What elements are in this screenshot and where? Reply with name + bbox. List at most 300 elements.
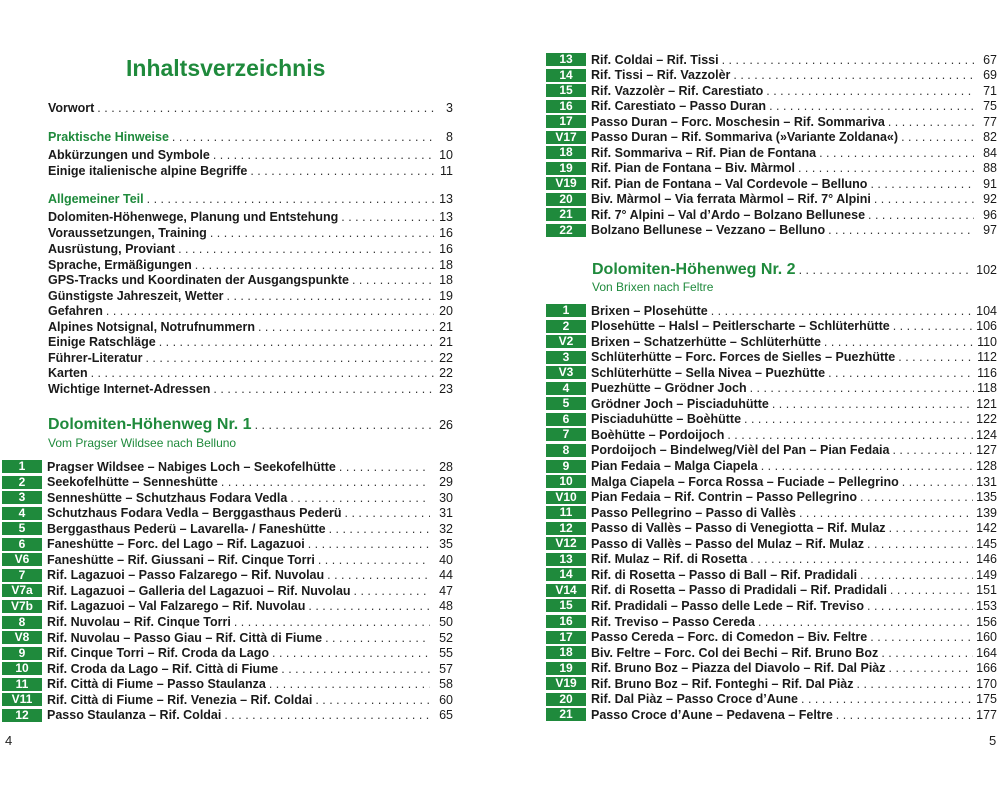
leader-dots — [868, 208, 974, 222]
stage-label: Passo di Vallès – Passo del Mulaz – Rif. Mulaz — [591, 536, 865, 551]
leader-dots — [106, 304, 434, 319]
stage-page: 92 — [983, 192, 997, 206]
stage-page: 88 — [983, 161, 997, 175]
stage-number-badge: 6 — [2, 538, 42, 551]
stage-entry[interactable] — [546, 114, 997, 129]
stage-entry[interactable] — [546, 505, 997, 520]
stage-label: Rif. Coldai – Rif. Tissi — [591, 52, 719, 67]
route-1-title: Dolomiten-Höhenweg Nr. 1 — [48, 416, 252, 433]
stage-number-badge: 7 — [2, 569, 42, 582]
toc-entry-label: Einige Ratschläge — [48, 335, 156, 349]
toc-entry-label: Vorwort — [48, 101, 95, 115]
stage-label: Rif. Bruno Boz – Piazza del Diavolo – Rif. Dal Piàz — [591, 661, 886, 676]
toc-entry-page: 16 — [439, 242, 453, 256]
toc-entry-label: Praktische Hinweise — [48, 130, 169, 144]
stage-number-badge: V6 — [2, 553, 42, 566]
leader-dots — [722, 53, 974, 67]
stage-number-badge: V19 — [546, 677, 586, 690]
stage-entry[interactable] — [2, 568, 453, 583]
stage-number-badge: 8 — [546, 444, 586, 457]
leader-dots — [799, 506, 973, 520]
stage-page: 40 — [439, 552, 453, 567]
stage-label: Passo Cereda – Forc. di Comedon – Biv. Feltre — [591, 630, 868, 645]
stage-entry[interactable] — [546, 176, 997, 191]
leader-dots — [258, 320, 434, 335]
leader-dots — [269, 677, 430, 691]
leader-dots — [836, 708, 973, 722]
stage-label: Plosehütte – Halsl – Peitlerscharte – Schlüterhütte — [591, 319, 890, 334]
stage-page: 50 — [439, 615, 453, 629]
toc-entry-page: 20 — [439, 304, 453, 318]
stage-entry[interactable] — [546, 68, 997, 83]
stage-entry[interactable] — [546, 223, 997, 238]
stage-number-badge: V17 — [546, 131, 586, 144]
stage-entry[interactable] — [546, 443, 997, 458]
stage-entry[interactable] — [2, 708, 453, 723]
stage-label: Rif. Lagazuoi – Passo Falzarego – Rif. Nuvolau — [47, 568, 325, 583]
stage-label: Rif. Città di Fiume – Rif. Venezia – Rif. Coldai — [47, 692, 313, 707]
leader-dots — [250, 164, 434, 179]
stage-page: 151 — [976, 583, 997, 598]
stage-label: Seekofelhütte – Senneshütte — [47, 475, 218, 490]
stage-entry[interactable] — [2, 583, 453, 598]
stage-label: Rif. Vazzolèr – Rif. Carestiato — [591, 83, 764, 98]
stage-entry[interactable] — [546, 630, 997, 645]
leader-dots — [91, 366, 434, 381]
stage-entry[interactable] — [546, 583, 997, 598]
stage-label: Passo di Vallès – Passo di Venegiotta – Rif. Mulaz — [591, 521, 886, 536]
stage-number-badge: 21 — [546, 208, 586, 221]
toc-entry-page: 21 — [439, 335, 453, 349]
stage-label: Senneshütte – Schutzhaus Fodara Vedla — [47, 490, 288, 505]
stage-label: Puezhütte – Grödner Joch — [591, 381, 747, 396]
stage-number-badge: 19 — [546, 662, 586, 675]
stage-page: 112 — [977, 350, 997, 365]
leader-dots — [224, 708, 430, 722]
leader-dots — [195, 258, 434, 273]
stage-page: 31 — [439, 506, 453, 521]
stage-label: Passo Croce d’Aune – Pedavena – Feltre — [591, 707, 833, 722]
toc-entry-label: Dolomiten-Höhenwege, Planung und Entstehung — [48, 210, 339, 224]
stage-page: 44 — [439, 568, 453, 583]
leader-dots — [750, 381, 974, 395]
stage-page: 135 — [976, 490, 997, 505]
leader-dots — [758, 615, 973, 629]
leader-dots — [902, 475, 973, 489]
stage-entry[interactable] — [546, 350, 997, 365]
stage-number-badge: 22 — [546, 224, 586, 237]
stage-number-badge: 15 — [546, 599, 586, 612]
leader-dots — [898, 350, 974, 364]
stage-number-badge: 14 — [546, 69, 586, 82]
leader-dots — [290, 491, 430, 505]
leader-dots — [750, 552, 973, 566]
stage-page: 52 — [439, 630, 453, 645]
stage-entry[interactable] — [2, 661, 453, 676]
leader-dots — [327, 568, 430, 582]
stage-entry[interactable] — [546, 381, 997, 396]
toc-entry-page: 23 — [439, 382, 453, 396]
leader-dots — [97, 101, 434, 116]
stage-page: 67 — [983, 52, 997, 67]
leader-dots — [881, 646, 973, 660]
leader-dots — [889, 521, 974, 535]
route-2-page: 102 — [976, 263, 997, 277]
stage-label: Rif. Lagazuoi – Val Falzarego – Rif. Nuvolau — [47, 599, 306, 614]
stage-label: Biv. Màrmol – Via ferrata Màrmol – Rif. 7° Alpini — [591, 192, 871, 206]
leader-dots — [308, 537, 430, 551]
stage-label: Rif. Tissi – Rif. Vazzolèr — [591, 68, 731, 82]
stage-label: Brixen – Schatzerhütte – Schlüterhütte — [591, 334, 821, 349]
leader-dots — [766, 84, 974, 98]
leader-dots — [318, 553, 430, 567]
stage-number-badge: 2 — [2, 476, 42, 489]
stage-page: 28 — [439, 459, 453, 474]
stage-label: Bolzano Bellunese – Vezzano – Belluno — [591, 223, 826, 237]
toc-entry-page: 22 — [439, 351, 453, 365]
leader-dots — [828, 223, 974, 237]
stage-label: Rif. 7° Alpini – Val d’Ardo – Bolzano Bellunese — [591, 207, 866, 222]
leader-dots — [769, 99, 974, 113]
stage-entry[interactable] — [546, 536, 997, 551]
stage-page: 127 — [976, 443, 997, 458]
stage-entry[interactable] — [546, 303, 997, 318]
stage-page: 106 — [976, 319, 997, 334]
stage-entry[interactable] — [2, 646, 453, 661]
stage-entry[interactable] — [2, 599, 453, 614]
stage-entry[interactable] — [546, 365, 997, 380]
leader-dots — [325, 631, 430, 645]
stage-page: 131 — [976, 474, 997, 489]
leader-dots — [901, 130, 974, 144]
stage-label: Rif. Nuvolau – Passo Giau – Rif. Città di Fiume — [47, 630, 323, 645]
stage-label: Rif. Bruno Boz – Rif. Fonteghi – Rif. Dal Piàz — [591, 676, 854, 691]
stage-number-badge: 15 — [546, 84, 586, 97]
toc-entry[interactable] — [48, 335, 453, 350]
stage-page: 30 — [439, 490, 453, 505]
stage-number-badge: V12 — [546, 537, 586, 550]
stage-entry[interactable] — [546, 207, 997, 222]
leader-dots — [281, 662, 430, 676]
leader-dots — [213, 382, 434, 397]
leader-dots — [354, 584, 430, 598]
route-1-page: 26 — [439, 418, 453, 432]
stage-page: 57 — [439, 661, 453, 676]
stage-entry[interactable] — [546, 567, 997, 582]
stage-entry[interactable] — [546, 707, 997, 722]
stage-entry[interactable] — [546, 192, 997, 207]
stage-number-badge: V19 — [546, 177, 586, 190]
stage-entry[interactable] — [546, 412, 997, 427]
stage-label: Pian Fedaia – Rif. Contrin – Passo Pellegrino — [591, 490, 858, 505]
toc-entry[interactable] — [48, 226, 453, 241]
stage-number-badge: V8 — [2, 631, 42, 644]
stage-number-badge: 10 — [546, 475, 586, 488]
stage-entry[interactable] — [546, 130, 997, 145]
stage-number-badge: 4 — [2, 507, 42, 520]
route-2-subtitle: Von Brixen nach Feltre — [592, 280, 714, 294]
stage-entry[interactable] — [546, 161, 997, 176]
stage-label: Brixen – Plosehütte — [591, 303, 708, 318]
toc-entry-page: 21 — [439, 320, 453, 334]
stage-label: Rif. di Rosetta – Passo di Ball – Rif. Pradidali — [591, 567, 858, 582]
stage-entry[interactable] — [2, 475, 453, 490]
leader-dots — [889, 661, 974, 675]
stage-number-badge: 16 — [546, 100, 586, 113]
stage-page: 122 — [976, 412, 997, 427]
leader-dots — [352, 273, 434, 288]
stage-page: 96 — [983, 207, 997, 222]
leader-dots — [744, 412, 973, 426]
toc-entry-label: Führer-Literatur — [48, 351, 143, 365]
stage-page: 29 — [439, 475, 453, 490]
toc-entry-label: Karten — [48, 366, 88, 380]
stage-number-badge: V11 — [2, 693, 42, 706]
stage-entry[interactable] — [546, 427, 997, 442]
stage-page: 116 — [977, 365, 997, 380]
toc-entry[interactable] — [48, 382, 453, 397]
stage-label: Rif. Nuvolau – Rif. Cinque Torri — [47, 615, 231, 629]
toc-entry-label: Alpines Notsignal, Notrufnummern — [48, 320, 255, 334]
leader-dots — [860, 568, 973, 582]
stage-page: 149 — [976, 567, 997, 582]
stage-page: 170 — [976, 676, 997, 691]
leader-dots — [727, 428, 973, 442]
stage-label: Berggasthaus Pederü – Lavarella- / Faneshütte — [47, 521, 326, 536]
route-1-heading[interactable] — [48, 416, 453, 434]
stage-entry[interactable] — [546, 319, 997, 334]
stage-label: Rif. Croda da Lago – Rif. Città di Fiume — [47, 661, 279, 676]
toc-entry[interactable] — [48, 210, 453, 225]
stage-entry[interactable] — [546, 490, 997, 505]
stage-page: 75 — [983, 99, 997, 113]
stage-entry[interactable] — [546, 99, 997, 114]
stage-entry[interactable] — [2, 615, 453, 630]
route-1-subtitle: Vom Pragser Wildsee nach Belluno — [48, 436, 237, 450]
stage-label: Malga Ciapela – Forca Rossa – Fuciade – Pellegrino — [591, 474, 899, 489]
leader-dots — [874, 192, 974, 206]
stage-entry[interactable] — [546, 52, 997, 67]
stage-number-badge: V10 — [546, 491, 586, 504]
stage-label: Schlüterhütte – Forc. Forces de Sielles – Puezhütte — [591, 350, 896, 365]
stage-label: Passo Duran – Forc. Moschesin – Rif. Sommariva — [591, 114, 885, 129]
leader-dots — [221, 475, 430, 489]
stage-number-badge: 8 — [2, 616, 42, 629]
stage-entry[interactable] — [546, 598, 997, 613]
leader-dots — [867, 537, 973, 551]
leader-dots — [819, 146, 974, 160]
stage-page: 55 — [439, 646, 453, 661]
stage-number-badge: 13 — [546, 553, 586, 566]
toc-entry[interactable] — [48, 304, 453, 319]
stage-number-badge: 11 — [546, 506, 586, 519]
stage-entry[interactable] — [546, 459, 997, 474]
leader-dots — [308, 599, 430, 613]
toc-entry[interactable] — [48, 258, 453, 273]
leader-dots — [178, 242, 434, 257]
stage-page: 47 — [439, 583, 453, 598]
stage-entry[interactable] — [2, 521, 453, 536]
leader-dots — [828, 366, 974, 380]
leader-dots — [801, 692, 973, 706]
leader-dots — [315, 693, 430, 707]
stage-label: Rif. Pradidali – Passo delle Lede – Rif. Treviso — [591, 598, 865, 613]
stage-number-badge: 4 — [546, 382, 586, 395]
toc-entry[interactable] — [48, 192, 453, 207]
toc-entry-page: 18 — [439, 258, 453, 272]
stage-entry[interactable] — [546, 521, 997, 536]
stage-number-badge: 9 — [546, 460, 586, 473]
stage-page: 145 — [976, 536, 997, 551]
toc-entry-label: Ausrüstung, Proviant — [48, 242, 176, 256]
toc-entry-page: 16 — [439, 226, 453, 240]
leader-dots — [147, 192, 434, 207]
toc-entry[interactable] — [48, 130, 453, 145]
toc-title: Inhaltsverzeichnis — [126, 55, 326, 81]
leader-dots — [213, 148, 434, 163]
toc-entry-page: 13 — [439, 192, 453, 206]
route-2-heading[interactable] — [592, 261, 997, 279]
stage-number-badge: 10 — [2, 662, 42, 675]
stage-entry[interactable] — [2, 459, 453, 474]
stage-label: Pisciaduhütte – Boèhütte — [591, 412, 742, 427]
stage-page: 128 — [976, 459, 997, 473]
leader-dots — [159, 335, 434, 350]
stage-entry[interactable] — [546, 661, 997, 676]
stage-page: 146 — [976, 552, 997, 567]
stage-number-badge: 18 — [546, 146, 586, 159]
stage-entry[interactable] — [2, 692, 453, 707]
toc-entry[interactable] — [48, 366, 453, 381]
toc-entry[interactable] — [48, 101, 453, 116]
stage-entry[interactable] — [546, 676, 997, 691]
stage-label: Passo Duran – Rif. Sommariva (»Variante Zoldana«) — [591, 130, 899, 144]
leader-dots — [860, 490, 973, 504]
stage-number-badge: 19 — [546, 162, 586, 175]
toc-entry[interactable] — [48, 148, 453, 163]
stage-number-badge: 5 — [546, 397, 586, 410]
stage-number-badge: V7b — [2, 600, 42, 613]
stage-entry[interactable] — [2, 537, 453, 552]
stage-label: Faneshütte – Forc. del Lago – Rif. Lagazuoi — [47, 537, 305, 552]
stage-number-badge: 17 — [546, 631, 586, 644]
stage-number-badge: 13 — [546, 53, 586, 66]
stage-page: 60 — [439, 692, 453, 707]
stage-label: Boèhütte – Pordoijoch — [591, 427, 725, 442]
stage-entry[interactable] — [2, 677, 453, 692]
stage-label: Rif. Mulaz – Rif. di Rosetta — [591, 552, 748, 567]
stage-page: 153 — [976, 598, 997, 613]
toc-entry-page: 10 — [439, 148, 453, 162]
stage-entry[interactable] — [546, 334, 997, 349]
right-page — [500, 0, 1000, 800]
stage-entry[interactable] — [546, 614, 997, 629]
stage-number-badge: 11 — [2, 678, 42, 691]
toc-entry-label: Einige italienische alpine Begriffe — [48, 164, 248, 178]
stage-number-badge: 12 — [546, 522, 586, 535]
stage-number-badge: 1 — [2, 460, 42, 473]
leader-dots — [824, 335, 974, 349]
stage-entry[interactable] — [546, 474, 997, 489]
stage-entry[interactable] — [2, 490, 453, 505]
toc-entry[interactable] — [48, 273, 453, 288]
stage-number-badge: 3 — [2, 491, 42, 504]
stage-page: 142 — [976, 521, 997, 536]
stage-page: 166 — [976, 661, 997, 676]
stage-label: Pian Fedaia – Malga Ciapela — [591, 459, 758, 473]
leader-dots — [890, 583, 973, 597]
page-number-right: 5 — [989, 733, 997, 748]
stage-entry[interactable] — [546, 645, 997, 660]
stage-number-badge: 16 — [546, 615, 586, 628]
toc-entry-page: 13 — [439, 210, 453, 224]
stage-entry[interactable] — [546, 145, 997, 160]
stage-label: Biv. Feltre – Forc. Col dei Bechi – Rif. Bruno Boz — [591, 645, 879, 660]
stage-label: Rif. Pian de Fontana – Biv. Màrmol — [591, 161, 795, 175]
stage-label: Schutzhaus Fodara Vedla – Berggasthaus Pederü — [47, 506, 342, 521]
stage-entry[interactable] — [546, 692, 997, 707]
stage-number-badge: 5 — [2, 522, 42, 535]
leader-dots — [234, 615, 430, 629]
stage-entry[interactable] — [2, 630, 453, 645]
stage-entry[interactable] — [546, 83, 997, 98]
leader-dots — [733, 68, 974, 82]
leader-dots — [339, 460, 430, 474]
leader-dots — [772, 397, 973, 411]
stage-page: 65 — [439, 708, 453, 723]
leader-dots — [210, 226, 434, 241]
stage-label: Passo Staulanza – Rif. Coldai — [47, 708, 222, 723]
leader-dots — [888, 115, 974, 129]
toc-entry[interactable] — [48, 242, 453, 257]
leader-dots — [329, 522, 430, 536]
leader-dots — [857, 677, 974, 691]
toc-entry[interactable] — [48, 164, 453, 179]
stage-number-badge: 17 — [546, 115, 586, 128]
stage-label: Rif. Sommariva – Rif. Pian de Fontana — [591, 145, 817, 160]
toc-entry[interactable] — [48, 289, 453, 304]
stage-entry[interactable] — [546, 552, 997, 567]
toc-entry[interactable] — [48, 320, 453, 335]
stage-label: Grödner Joch – Pisciaduhütte — [591, 396, 769, 411]
stage-entry[interactable] — [2, 552, 453, 567]
stage-number-badge: 18 — [546, 646, 586, 659]
stage-page: 139 — [976, 505, 997, 520]
leader-dots — [798, 161, 974, 175]
stage-page: 35 — [439, 537, 453, 552]
toc-entry[interactable] — [48, 351, 453, 366]
leader-dots — [172, 130, 434, 145]
stage-number-badge: 2 — [546, 320, 586, 333]
stage-label: Faneshütte – Rif. Giussani – Rif. Cinque Torri — [47, 552, 315, 567]
stage-entry[interactable] — [546, 396, 997, 411]
stage-entry[interactable] — [2, 506, 453, 521]
leader-dots — [761, 459, 973, 473]
leader-dots — [345, 506, 430, 520]
stage-label: Rif. Treviso – Passo Cereda — [591, 614, 755, 629]
stage-page: 118 — [977, 381, 997, 396]
stage-page: 69 — [983, 68, 997, 82]
stage-label: Pordoijoch – Bindelweg/Vièl del Pan – Pian Fedaia — [591, 443, 890, 458]
leader-dots — [892, 443, 973, 457]
toc-entry-label: Allgemeiner Teil — [48, 192, 144, 206]
stage-page: 77 — [983, 114, 997, 129]
stage-page: 91 — [983, 176, 997, 191]
toc-entry-page: 11 — [440, 164, 453, 178]
toc-entry-page: 22 — [439, 366, 453, 380]
stage-page: 177 — [976, 707, 997, 722]
stage-number-badge: 21 — [546, 708, 586, 721]
